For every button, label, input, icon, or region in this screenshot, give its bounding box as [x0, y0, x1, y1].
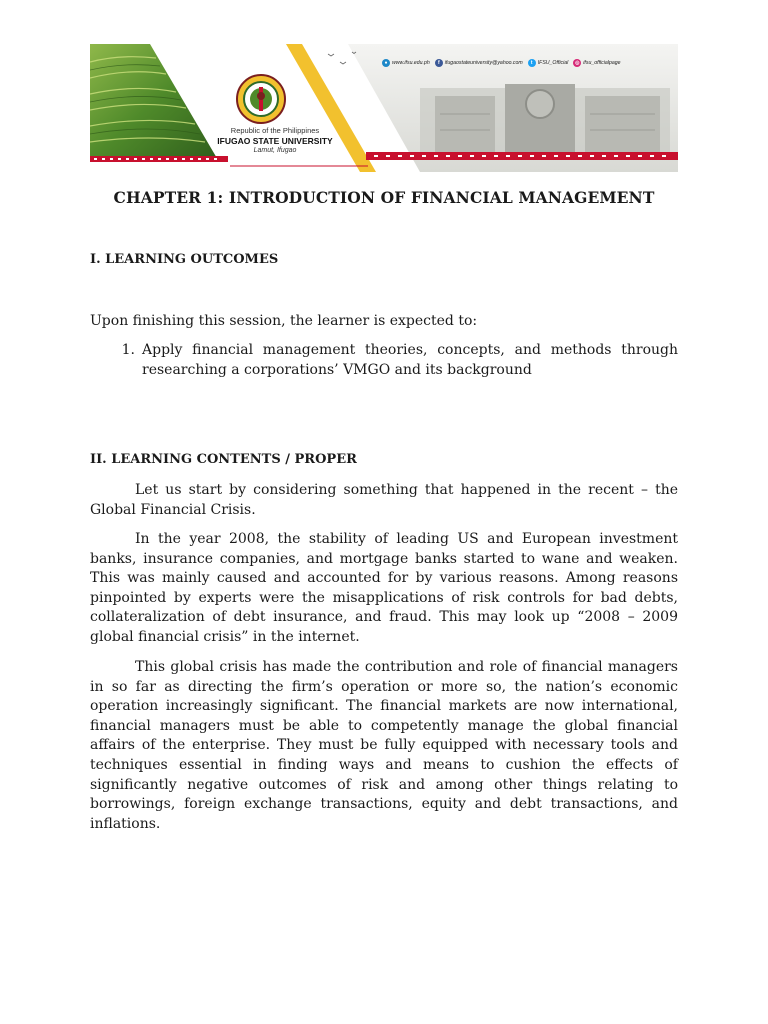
chapter-title: CHAPTER 1: INTRODUCTION OF FINANCIAL MANAGEMENT — [113, 188, 655, 207]
web-icon: ● — [382, 59, 390, 67]
outcomes-intro: Upon finishing this session, the learner is expected to: — [90, 313, 478, 329]
instagram-icon: ◎ — [575, 60, 580, 66]
paragraph: This global crisis has made the contribution and role of financial managers in so far as directing the firm’s operation or more so, the nation’s economic operation increasingly significant. The financial markets are now international, financial managers must be able to competently manage the global financial affairs of the enterprise. They must be fully equipped with necessary tools and techniques essential in finding ways and means to cushion the effects of significantly negative outcomes of risk and among other things relating to borrowings, foreign exchange transactions, equity and debt transactions, and inflations. — [90, 659, 678, 832]
contact-facebook[interactable] — [435, 59, 523, 67]
list-item-number: 1. — [121, 342, 135, 358]
rice-terrace-photo — [90, 44, 218, 160]
university-seal-icon — [236, 74, 286, 124]
contact-text: IFSU_Official — [537, 60, 569, 66]
paragraph: In the year 2008, the stability of leading US and European investment banks, insurance companies, and mortgage banks started to wane and weaken. This was mainly caused and accounted for by various reasons. Among reasons pinpointed by experts were the misapplications of risk controls for bad debts, collateralization of debt insurance, and fraud. This may look up “2008 – 2009 global financial crisis” in the internet. — [90, 531, 678, 645]
university-name-block — [200, 126, 350, 156]
contact-twitter[interactable] — [528, 59, 569, 67]
university-name: IFUGAO STATE UNIVERSITY — [217, 136, 333, 146]
university-location: Lamut, Ifugao — [253, 147, 297, 154]
paragraph: Let us start by considering something that happened in the recent – the Global Financial Crisis. — [90, 482, 678, 518]
header-banner — [90, 44, 678, 172]
contact-text: www.ifsu.edu.ph — [392, 60, 430, 66]
section-heading-learning-outcomes: I. LEARNING OUTCOMES — [90, 252, 279, 267]
contact-website[interactable] — [382, 59, 430, 67]
twitter-icon: t — [528, 59, 536, 67]
contact-text: ifsu_officialpage — [583, 60, 621, 66]
list-item — [90, 341, 678, 380]
facebook-icon: f — [435, 59, 443, 67]
outcomes-list — [90, 341, 678, 380]
republic-label: Republic of the Philippines — [230, 126, 320, 135]
contact-bar — [382, 56, 678, 70]
list-item-text: Apply financial management theories, concepts, and methods through researching a corporations’ VMGO and its background — [142, 342, 678, 378]
section-heading-learning-contents: II. LEARNING CONTENTS / PROPER — [90, 452, 357, 467]
contact-text: ifugaostateuniversity@yahoo.com — [444, 60, 523, 66]
contact-instagram[interactable] — [573, 59, 620, 67]
